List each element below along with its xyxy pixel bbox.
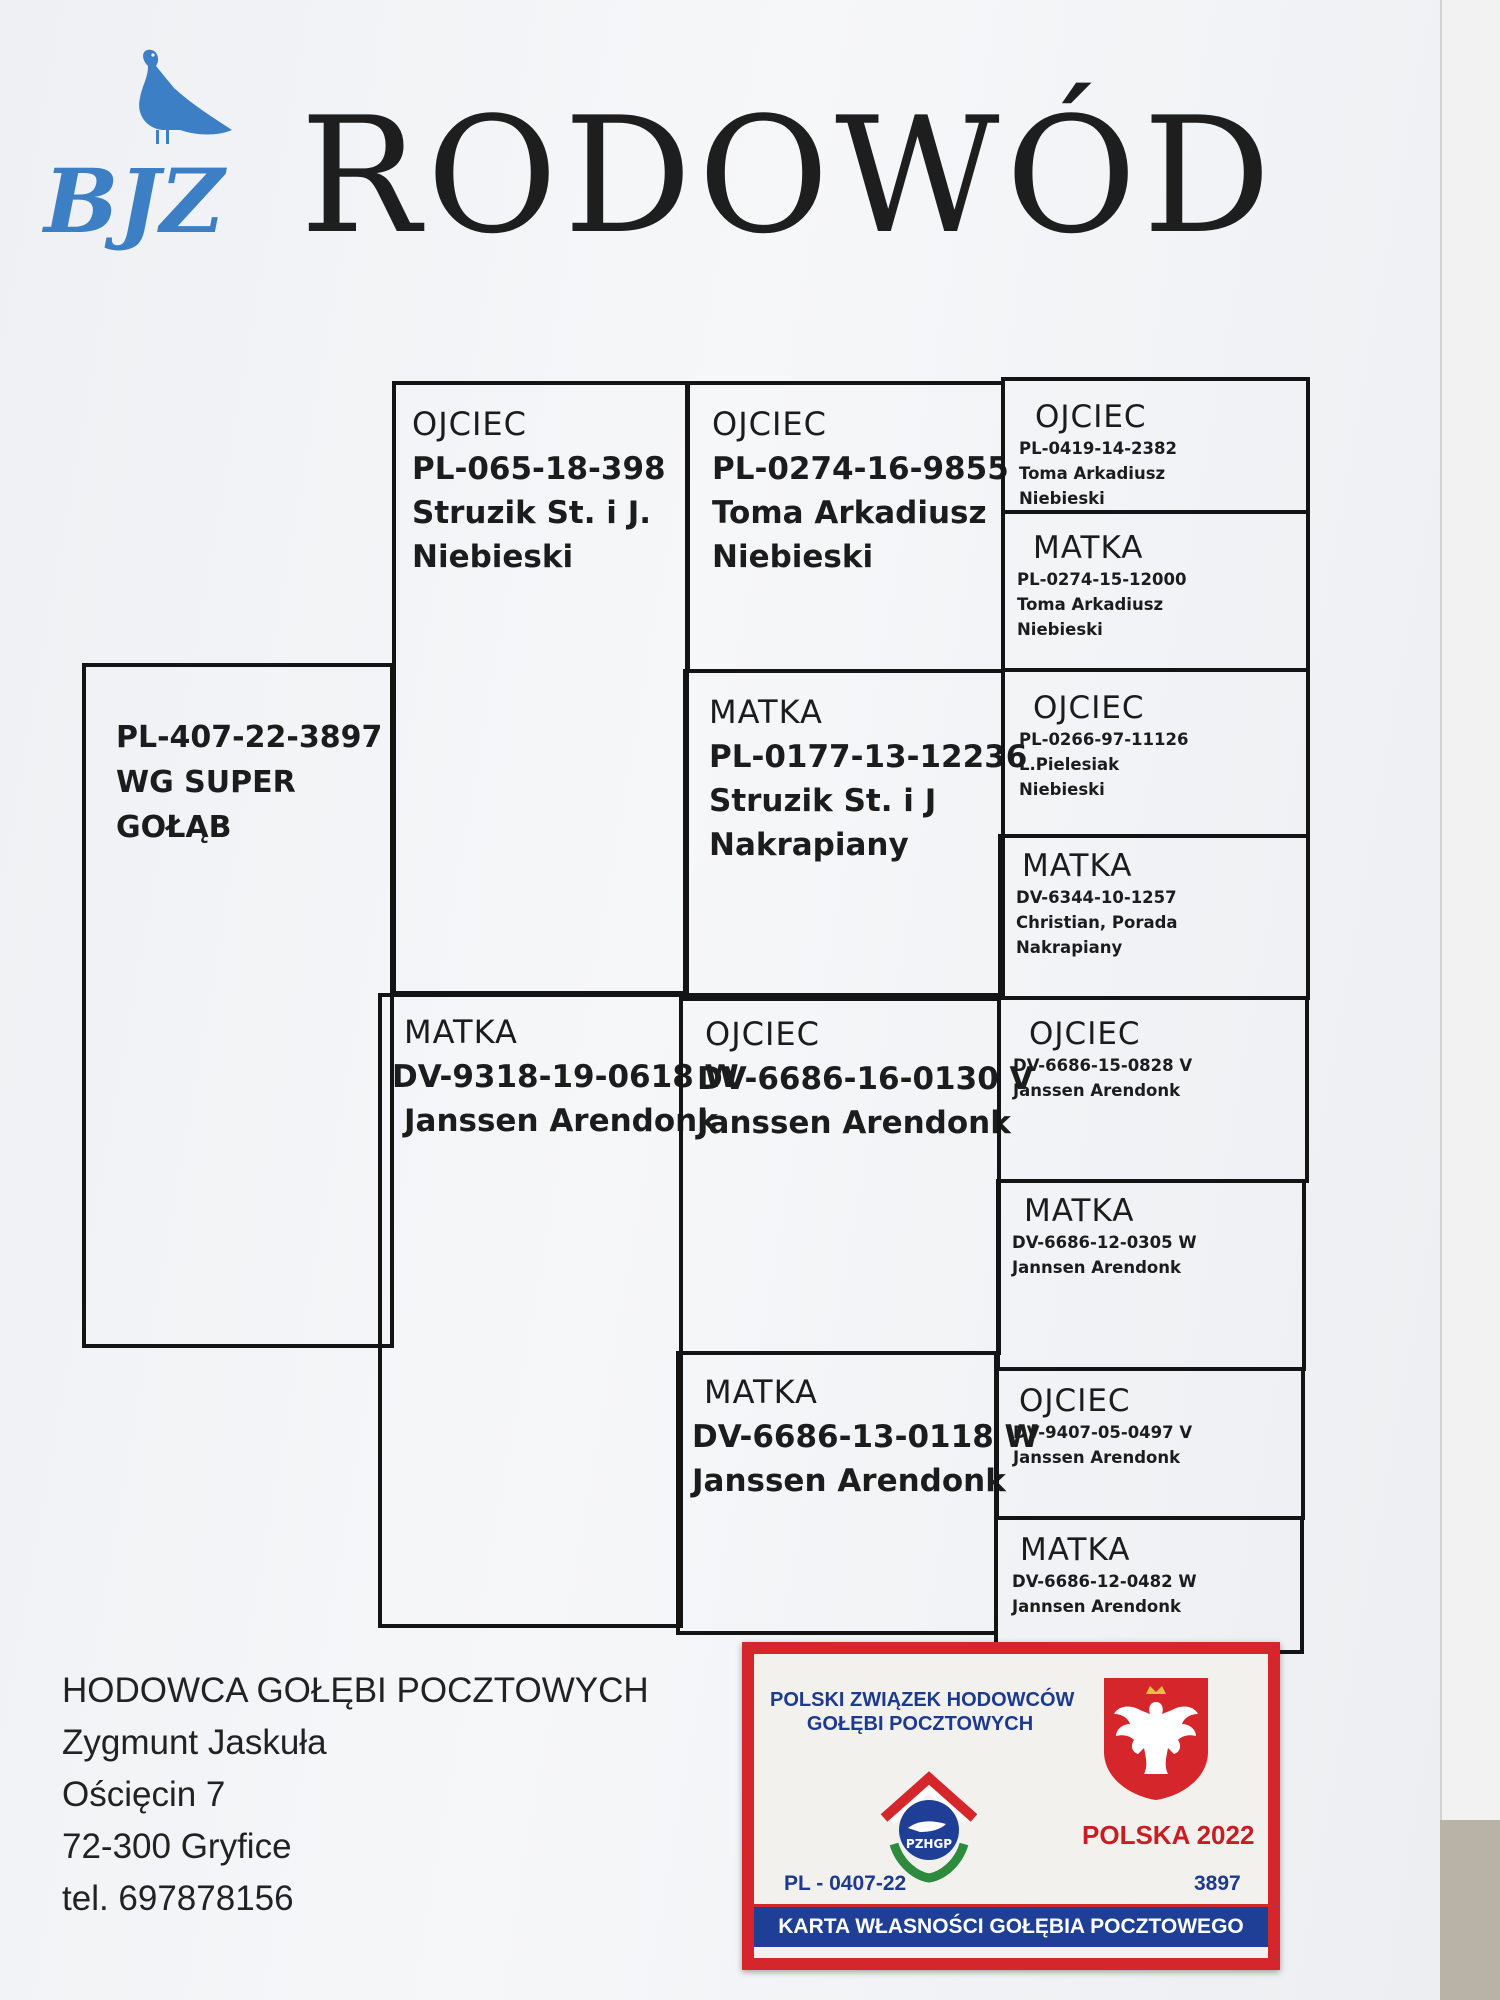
paternal-grandmother-box xyxy=(683,669,1028,997)
fm-mother-breeder: Christian, Porada xyxy=(1016,912,1178,932)
maternal-grandfather-box xyxy=(679,997,1034,1355)
breeder-street: Ościęcin 7 xyxy=(62,1775,226,1814)
mf-mother-label: MATKA xyxy=(1024,1193,1135,1229)
mf-mother-box xyxy=(996,1179,1306,1371)
maternal-grandmother-box xyxy=(676,1351,1039,1635)
mf-mother-ring: DV-6686-12-0305 W xyxy=(1012,1233,1197,1252)
paternal-grandmother-breeder: Struzik St. i J xyxy=(709,783,937,820)
ff-mother-ring: PL-0274-15-12000 xyxy=(1017,570,1187,589)
mm-father-label: OJCIEC xyxy=(1019,1383,1131,1419)
card-footer: KARTA WŁASNOŚCI GOŁĘBIA POCZTOWEGO xyxy=(754,1904,1268,1947)
fm-mother-color: Nakrapiany xyxy=(1016,937,1123,957)
mf-father-label: OJCIEC xyxy=(1029,1016,1141,1052)
ff-father-label: OJCIEC xyxy=(1035,399,1147,435)
breeder-name: Zygmunt Jaskuła xyxy=(62,1723,327,1762)
subject-ring: PL-407-22-3897 xyxy=(116,720,383,755)
fm-mother-box xyxy=(998,834,1310,1000)
breeder-phone: tel. 697878156 xyxy=(62,1879,294,1918)
fm-mother-ring: DV-6344-10-1257 xyxy=(1016,888,1177,907)
pzhgp-badge-text: PZHGP xyxy=(905,1837,953,1851)
maternal-grandfather-breeder: Janssen Arendonk xyxy=(697,1105,1011,1142)
subject-pigeon-box xyxy=(82,663,394,1348)
ff-father-breeder: Toma Arkadiusz xyxy=(1019,463,1166,483)
paternal-grandfather-ring: PL-0274-16-9855 xyxy=(712,451,1009,487)
ff-mother-label: MATKA xyxy=(1033,530,1144,566)
fm-father-ring: PL-0266-97-11126 xyxy=(1019,730,1189,749)
mm-father-breeder: Janssen Arendonk xyxy=(1013,1447,1181,1467)
fm-father-box xyxy=(1001,668,1310,838)
breeder-info xyxy=(62,1665,649,1925)
mother-label: MATKA xyxy=(404,1013,518,1051)
maternal-grandmother-breeder: Janssen Arendonk xyxy=(692,1463,1006,1500)
card-ring-number: PL - 0407-22 xyxy=(784,1872,907,1895)
card-org-line1: POLSKI ZWIĄZEK HODOWCÓW xyxy=(770,1689,1075,1711)
paternal-grandfather-color: Niebieski xyxy=(712,539,874,576)
mm-mother-breeder: Jannsen Arendonk xyxy=(1012,1596,1181,1616)
maternal-grandmother-ring: DV-6686-13-0118 W xyxy=(692,1419,1039,1455)
mf-father-ring: DV-6686-15-0828 V xyxy=(1013,1056,1193,1075)
paternal-grandfather-breeder: Toma Arkadiusz xyxy=(712,495,987,532)
mother-breeder: Janssen Arendonk xyxy=(404,1103,718,1140)
father-ring: PL-065-18-398 xyxy=(412,451,666,487)
card-organization xyxy=(770,1688,1075,1736)
father-color: Niebieski xyxy=(412,539,574,576)
card-org-line2: GOŁĘBI POCZTOWYCH xyxy=(806,1713,1034,1735)
ff-mother-box xyxy=(1001,510,1310,672)
card-country-year: POLSKA 2022 xyxy=(1082,1820,1255,1850)
paternal-grandmother-color: Nakrapiany xyxy=(709,827,909,864)
father-box xyxy=(392,381,689,995)
mm-mother-label: MATKA xyxy=(1020,1532,1131,1568)
subject-title: WG SUPER xyxy=(116,765,296,800)
paternal-grandfather-label: OJCIEC xyxy=(712,405,827,443)
mf-father-box xyxy=(997,996,1309,1183)
pzhgp-badge-icon xyxy=(874,1764,984,1884)
ff-father-ring: PL-0419-14-2382 xyxy=(1019,439,1177,458)
fm-father-label: OJCIEC xyxy=(1033,690,1145,726)
paternal-grandmother-ring: PL-0177-13-12236 xyxy=(709,739,1028,775)
background-floor xyxy=(1440,1820,1500,2000)
fm-father-color: Niebieski xyxy=(1019,779,1105,799)
ff-father-color: Niebieski xyxy=(1019,488,1105,508)
ff-mother-color: Niebieski xyxy=(1017,619,1103,639)
document-title: RODOWÓD xyxy=(300,82,1277,269)
ff-mother-breeder: Toma Arkadiusz xyxy=(1017,594,1164,614)
subject-title-cont: GOŁĄB xyxy=(116,810,232,845)
mm-mother-box xyxy=(994,1516,1304,1654)
breeder-city: 72-300 Gryfice xyxy=(62,1827,292,1866)
maternal-grandmother-label: MATKA xyxy=(704,1373,818,1411)
pigeon-logo-icon xyxy=(36,44,276,269)
paternal-grandfather-box xyxy=(686,381,1009,673)
ownership-card-body xyxy=(754,1654,1268,1958)
fm-father-breeder: L.Pielesiak xyxy=(1019,754,1120,774)
mother-ring: DV-9318-19-0618 W xyxy=(392,1059,739,1095)
mother-box xyxy=(378,993,739,1628)
mm-father-box xyxy=(995,1367,1305,1520)
father-breeder: Struzik St. i J. xyxy=(412,495,652,532)
mf-father-breeder: Janssen Arendonk xyxy=(1013,1080,1181,1100)
svg-text:BJZ: BJZ xyxy=(44,149,225,253)
maternal-grandfather-label: OJCIEC xyxy=(705,1015,820,1053)
breeder-title: HODOWCA GOŁĘBI POCZTOWYCH xyxy=(62,1671,649,1710)
card-bird-number: 3897 xyxy=(1194,1872,1241,1895)
father-label: OJCIEC xyxy=(412,405,527,443)
polish-eagle-emblem-icon xyxy=(1100,1674,1212,1802)
ff-father-box xyxy=(1001,377,1310,514)
mf-mother-breeder: Jannsen Arendonk xyxy=(1012,1257,1181,1277)
ownership-card xyxy=(742,1642,1280,1970)
fm-mother-label: MATKA xyxy=(1022,848,1133,884)
paternal-grandmother-label: MATKA xyxy=(709,693,823,731)
maternal-grandfather-ring: DV-6686-16-0130 V xyxy=(697,1061,1034,1097)
mm-father-ring: DV-9407-05-0497 V xyxy=(1013,1423,1193,1442)
mm-mother-ring: DV-6686-12-0482 W xyxy=(1012,1572,1197,1591)
paper-edge xyxy=(1440,0,1500,1820)
